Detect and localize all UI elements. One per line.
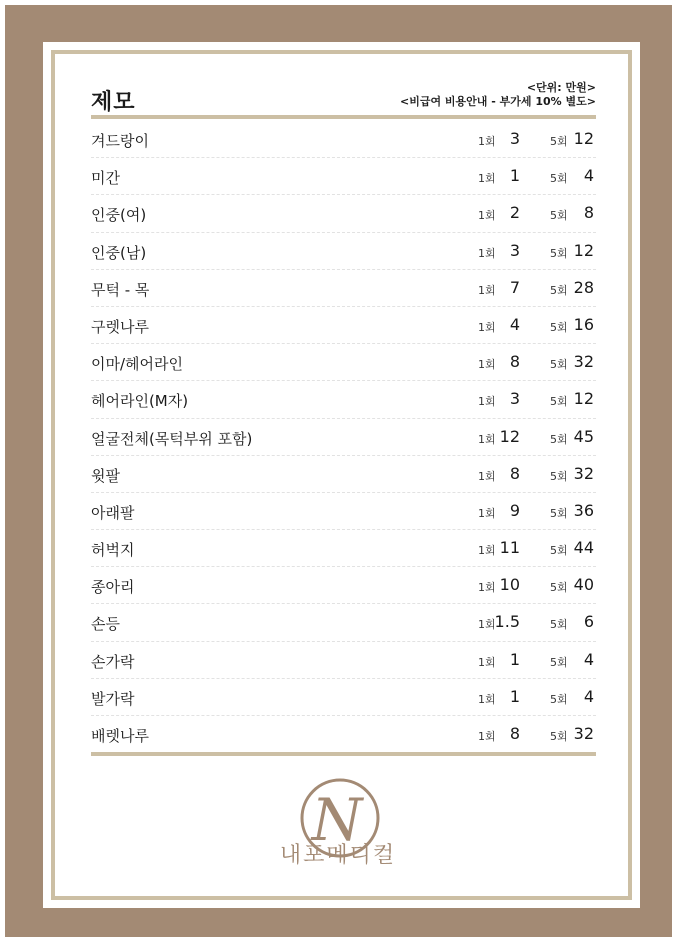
session-label-5: 5회 [550,246,568,260]
price-1-session: 3 [509,389,520,409]
price-5-session: 44 [573,538,594,558]
session-label-1: 1회 [478,395,496,409]
session-label-1: 1회 [478,172,496,186]
treatment-name: 인중(여) [91,206,147,225]
session-label-1: 1회 [478,618,496,632]
treatment-name: 겨드랑이 [91,132,149,150]
treatment-name: 아래팔 [91,503,135,522]
treatment-name: 미간 [91,169,120,188]
treatment-name: 손가락 [91,652,135,671]
session-label-5: 5회 [550,544,568,558]
price-1-session: 1 [509,166,520,186]
session-label-1: 1회 [478,246,496,260]
price-5-session: 6 [583,612,594,632]
price-row [91,121,596,158]
session-label-1: 1회 [478,730,496,743]
session-label-5: 5회 [550,320,568,334]
treatment-name: 허벅지 [91,541,135,560]
price-5-session: 12 [573,240,594,260]
price-5-session: 36 [573,500,594,520]
price-1-session: 9 [509,500,520,520]
header-divider [91,115,596,119]
footer-divider [91,752,596,756]
price-1-session: 1 [509,649,520,669]
price-card [43,42,640,908]
price-5-session: 32 [573,463,594,483]
price-1-session: 7 [509,277,520,297]
treatment-name: 손등 [91,615,120,634]
price-1-session: 10 [499,575,520,595]
price-1-session: 4 [509,314,520,334]
session-label-1: 1회 [478,506,496,520]
price-5-session: 12 [573,389,594,409]
session-label-1: 1회 [478,469,496,483]
session-label-1: 1회 [478,432,496,446]
page-frame [5,5,672,937]
session-label-1: 1회 [478,692,496,706]
price-row [91,716,596,753]
session-label-5: 5회 [550,692,568,706]
price-row [91,530,596,567]
price-5-session: 8 [583,203,594,223]
price-row [91,604,596,641]
price-row [91,344,596,381]
price-row [91,381,596,418]
price-row [91,456,596,493]
price-5-session: 16 [573,314,594,334]
session-label-5: 5회 [550,172,568,186]
price-1-session: 8 [509,352,520,372]
treatment-name: 무턱 - 목 [91,280,150,299]
notes [400,81,596,109]
price-1-session: 11 [499,538,520,558]
session-label-5: 5회 [550,469,568,483]
price-1-session: 1.5 [494,612,520,632]
price-5-session: 4 [583,686,594,706]
session-label-5: 5회 [550,135,568,148]
clinic-name: 내포메디컬 [279,843,397,868]
treatment-name: 인중(남) [91,243,147,262]
price-row [91,233,596,270]
unit-note: <단위: 만원> [526,81,596,94]
price-row [91,567,596,604]
treatment-name: 발가락 [91,689,135,708]
session-label-1: 1회 [478,358,496,372]
session-label-5: 5회 [550,432,568,446]
session-label-5: 5회 [550,395,568,409]
price-1-session: 8 [509,724,520,743]
tax-note: <비급여 비용안내 - 부가세 10% 별도> [400,95,596,108]
treatment-name: 구렛나루 [91,317,149,336]
price-5-session: 4 [583,649,594,669]
session-label-1: 1회 [478,209,496,223]
session-label-5: 5회 [550,730,568,743]
price-row [91,419,596,456]
price-row [91,270,596,307]
price-1-session: 12 [499,426,520,446]
session-label-5: 5회 [550,209,568,223]
treatment-name: 배렛나루 [91,727,149,745]
price-row [91,493,596,530]
session-label-1: 1회 [478,283,496,297]
price-list [91,121,596,753]
price-1-session: 3 [509,129,520,148]
session-label-1: 1회 [478,544,496,558]
price-row [91,195,596,232]
session-label-5: 5회 [550,581,568,595]
treatment-name: 이마/헤어라인 [91,355,183,374]
session-label-5: 5회 [550,358,568,372]
page-title: 제모 [91,90,136,115]
session-label-1: 1회 [478,581,496,595]
price-1-session: 2 [509,203,520,223]
session-label-5: 5회 [550,655,568,669]
treatment-name: 헤어라인(M자) [91,392,189,411]
treatment-name: 종아리 [91,578,135,597]
session-label-5: 5회 [550,618,568,632]
session-label-1: 1회 [478,135,496,148]
treatment-name: 얼굴전체(목턱부위 포함) [91,429,253,448]
price-5-session: 28 [573,277,594,297]
price-5-session: 45 [573,426,594,446]
price-1-session: 3 [509,240,520,260]
price-row [91,642,596,679]
price-5-session: 40 [573,575,594,595]
price-row [91,158,596,195]
session-label-1: 1회 [478,320,496,334]
price-row [91,307,596,344]
price-5-session: 32 [573,352,594,372]
price-5-session: 12 [573,129,594,148]
price-1-session: 8 [509,463,520,483]
price-row [91,679,596,716]
session-label-5: 5회 [550,283,568,297]
price-5-session: 4 [583,166,594,186]
price-1-session: 1 [509,686,520,706]
price-5-session: 32 [573,724,594,743]
session-label-1: 1회 [478,655,496,669]
treatment-name: 윗팔 [91,466,120,485]
logo-mark: N [311,786,363,854]
session-label-5: 5회 [550,506,568,520]
